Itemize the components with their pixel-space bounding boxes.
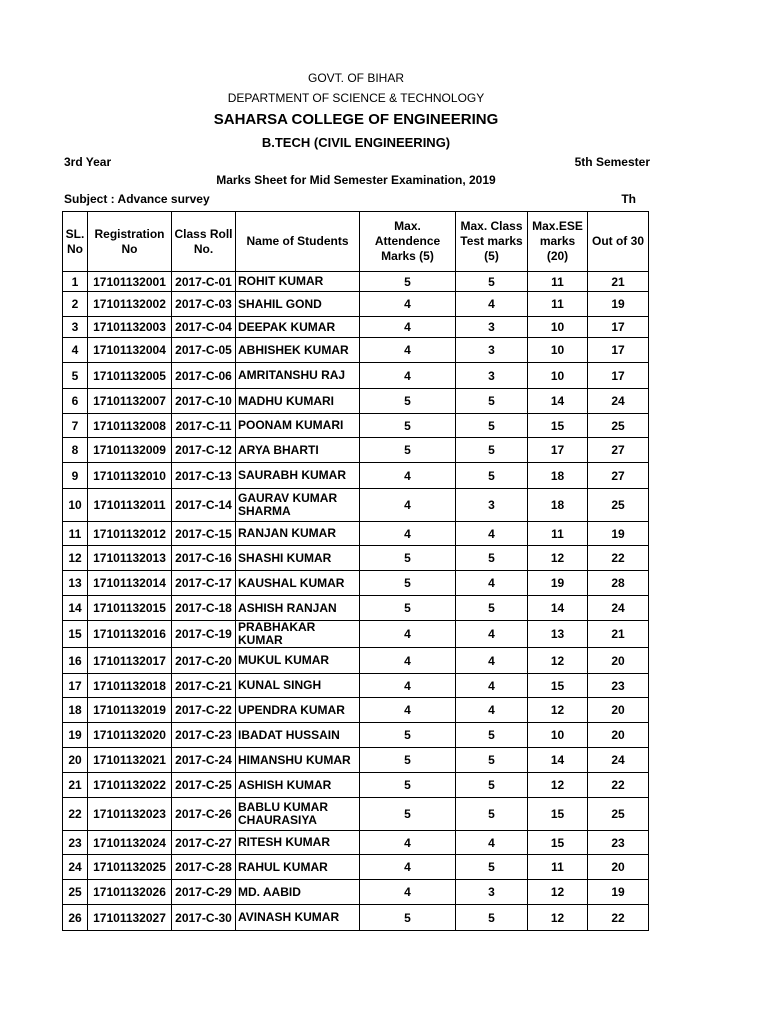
registration-cell: 17101132016 (88, 621, 172, 648)
attendance-cell: 4 (360, 648, 456, 674)
table-row (63, 489, 649, 522)
class-test-cell: 5 (456, 546, 528, 571)
total-cell: 17 (588, 317, 649, 338)
ese-cell: 14 (528, 748, 588, 773)
table-row (63, 522, 649, 546)
class-roll-cell: 2017-C-05 (172, 338, 236, 363)
class-roll-cell: 2017-C-24 (172, 748, 236, 773)
student-name-cell: IBADAT HUSSAIN (236, 723, 360, 748)
total-cell: 20 (588, 698, 649, 723)
table-row (63, 389, 649, 414)
student-name-cell: KUNAL SINGH (236, 674, 360, 698)
ese-cell: 12 (528, 698, 588, 723)
registration-cell: 17101132011 (88, 489, 172, 522)
attendance-cell: 4 (360, 674, 456, 698)
registration-cell: 17101132017 (88, 648, 172, 674)
ese-cell: 12 (528, 880, 588, 905)
class-test-cell: 5 (456, 596, 528, 621)
student-name-cell: AMRITANSHU RAJ (236, 363, 360, 389)
column-header: SL. No (63, 212, 88, 272)
student-name-cell: SHAHIL GOND (236, 292, 360, 317)
registration-cell: 17101132022 (88, 773, 172, 798)
registration-cell: 17101132018 (88, 674, 172, 698)
student-name-cell: ARYA BHARTI (236, 438, 360, 463)
class-test-cell: 5 (456, 272, 528, 292)
sl-no-cell: 21 (63, 773, 88, 798)
student-name-cell: ASHISH RANJAN (236, 596, 360, 621)
student-name-cell: GAURAV KUMAR SHARMA (236, 489, 360, 522)
class-test-cell: 5 (456, 723, 528, 748)
class-roll-cell: 2017-C-18 (172, 596, 236, 621)
semester-label: 5th Semester (574, 155, 650, 169)
total-cell: 20 (588, 648, 649, 674)
class-test-cell: 4 (456, 621, 528, 648)
table-row (63, 798, 649, 831)
table-row (63, 855, 649, 880)
attendance-cell: 4 (360, 317, 456, 338)
table-row (63, 880, 649, 905)
table-row (63, 438, 649, 463)
registration-cell: 17101132005 (88, 363, 172, 389)
sl-no-cell: 5 (63, 363, 88, 389)
sl-no-cell: 23 (63, 831, 88, 855)
total-cell: 24 (588, 389, 649, 414)
sl-no-cell: 24 (63, 855, 88, 880)
attendance-cell: 4 (360, 831, 456, 855)
class-test-cell: 5 (456, 463, 528, 489)
registration-cell: 17101132015 (88, 596, 172, 621)
column-header: Max.ESE marks (20) (528, 212, 588, 272)
registration-cell: 17101132013 (88, 546, 172, 571)
registration-cell: 17101132023 (88, 798, 172, 831)
attendance-cell: 5 (360, 571, 456, 596)
table-row (63, 831, 649, 855)
ese-cell: 18 (528, 489, 588, 522)
class-roll-cell: 2017-C-30 (172, 905, 236, 931)
class-roll-cell: 2017-C-15 (172, 522, 236, 546)
class-test-cell: 3 (456, 489, 528, 522)
exam-title: Marks Sheet for Mid Semester Examination, 2019 (216, 173, 496, 187)
ese-cell: 14 (528, 389, 588, 414)
sl-no-cell: 22 (63, 798, 88, 831)
sl-no-cell: 11 (63, 522, 88, 546)
student-name-cell: RITESH KUMAR (236, 831, 360, 855)
student-name-cell: PRABHAKAR KUMAR (236, 621, 360, 648)
ese-cell: 10 (528, 723, 588, 748)
ese-cell: 12 (528, 773, 588, 798)
column-header: Max. Class Test marks (5) (456, 212, 528, 272)
attendance-cell: 5 (360, 272, 456, 292)
govt-heading: GOVT. OF BIHAR (307, 71, 404, 85)
student-name-cell: UPENDRA KUMAR (236, 698, 360, 723)
student-name-cell: SAURABH KUMAR (236, 463, 360, 489)
registration-cell: 17101132007 (88, 389, 172, 414)
class-roll-cell: 2017-C-20 (172, 648, 236, 674)
registration-cell: 17101132020 (88, 723, 172, 748)
registration-cell: 17101132026 (88, 880, 172, 905)
total-cell: 21 (588, 621, 649, 648)
table-row (63, 363, 649, 389)
column-header: Class Roll No. (172, 212, 236, 272)
class-roll-cell: 2017-C-14 (172, 489, 236, 522)
ese-cell: 15 (528, 674, 588, 698)
class-roll-cell: 2017-C-12 (172, 438, 236, 463)
registration-cell: 17101132002 (88, 292, 172, 317)
attendance-cell: 4 (360, 698, 456, 723)
college-title: SAHARSA COLLEGE OF ENGINEERING (213, 111, 499, 128)
attendance-cell: 5 (360, 414, 456, 438)
ese-cell: 12 (528, 648, 588, 674)
student-name-cell: POONAM KUMARI (236, 414, 360, 438)
total-cell: 25 (588, 798, 649, 831)
sl-no-cell: 18 (63, 698, 88, 723)
registration-cell: 17101132009 (88, 438, 172, 463)
table-row (63, 905, 649, 931)
registration-cell: 17101132021 (88, 748, 172, 773)
attendance-cell: 4 (360, 292, 456, 317)
registration-cell: 17101132025 (88, 855, 172, 880)
table-row (63, 723, 649, 748)
sl-no-cell: 7 (63, 414, 88, 438)
course-title: B.TECH (CIVIL ENGINEERING) (261, 135, 451, 150)
class-roll-cell: 2017-C-22 (172, 698, 236, 723)
sl-no-cell: 14 (63, 596, 88, 621)
ese-cell: 11 (528, 522, 588, 546)
total-cell: 19 (588, 292, 649, 317)
ese-cell: 13 (528, 621, 588, 648)
registration-cell: 17101132001 (88, 272, 172, 292)
total-cell: 17 (588, 338, 649, 363)
registration-cell: 17101132012 (88, 522, 172, 546)
attendance-cell: 5 (360, 546, 456, 571)
student-name-cell: ASHISH KUMAR (236, 773, 360, 798)
registration-cell: 17101132008 (88, 414, 172, 438)
table-row (63, 463, 649, 489)
attendance-cell: 5 (360, 438, 456, 463)
class-roll-cell: 2017-C-03 (172, 292, 236, 317)
class-test-cell: 5 (456, 773, 528, 798)
total-cell: 23 (588, 831, 649, 855)
attendance-cell: 4 (360, 363, 456, 389)
class-roll-cell: 2017-C-06 (172, 363, 236, 389)
table-row (63, 674, 649, 698)
total-cell: 27 (588, 438, 649, 463)
student-name-cell: MADHU KUMARI (236, 389, 360, 414)
theory-label: Th (621, 192, 636, 206)
total-cell: 22 (588, 905, 649, 931)
table-header-row (63, 212, 649, 272)
sl-no-cell: 13 (63, 571, 88, 596)
total-cell: 22 (588, 546, 649, 571)
table-row (63, 338, 649, 363)
ese-cell: 10 (528, 317, 588, 338)
sl-no-cell: 9 (63, 463, 88, 489)
class-test-cell: 4 (456, 698, 528, 723)
table-row (63, 698, 649, 723)
department-heading: DEPARTMENT OF SCIENCE & TECHNOLOGY (227, 91, 485, 105)
class-test-cell: 5 (456, 389, 528, 414)
total-cell: 22 (588, 773, 649, 798)
attendance-cell: 4 (360, 463, 456, 489)
student-name-cell: DEEPAK KUMAR (236, 317, 360, 338)
table-row (63, 621, 649, 648)
class-roll-cell: 2017-C-26 (172, 798, 236, 831)
registration-cell: 17101132019 (88, 698, 172, 723)
table-row (63, 571, 649, 596)
attendance-cell: 4 (360, 522, 456, 546)
sl-no-cell: 2 (63, 292, 88, 317)
ese-cell: 12 (528, 905, 588, 931)
total-cell: 19 (588, 522, 649, 546)
total-cell: 20 (588, 855, 649, 880)
ese-cell: 12 (528, 546, 588, 571)
ese-cell: 11 (528, 855, 588, 880)
class-test-cell: 4 (456, 674, 528, 698)
class-test-cell: 4 (456, 571, 528, 596)
total-cell: 25 (588, 414, 649, 438)
table-row (63, 773, 649, 798)
column-header: Registration No (88, 212, 172, 272)
table-row (63, 648, 649, 674)
marks-table (62, 211, 649, 931)
class-test-cell: 5 (456, 855, 528, 880)
column-header: Name of Students (236, 212, 360, 272)
ese-cell: 18 (528, 463, 588, 489)
ese-cell: 17 (528, 438, 588, 463)
ese-cell: 15 (528, 831, 588, 855)
class-roll-cell: 2017-C-23 (172, 723, 236, 748)
student-name-cell: RAHUL KUMAR (236, 855, 360, 880)
class-test-cell: 5 (456, 905, 528, 931)
student-name-cell: BABLU KUMAR CHAURASIYA (236, 798, 360, 831)
student-name-cell: ABHISHEK KUMAR (236, 338, 360, 363)
total-cell: 21 (588, 272, 649, 292)
ese-cell: 11 (528, 272, 588, 292)
sl-no-cell: 25 (63, 880, 88, 905)
class-test-cell: 3 (456, 363, 528, 389)
sl-no-cell: 12 (63, 546, 88, 571)
class-roll-cell: 2017-C-16 (172, 546, 236, 571)
class-test-cell: 5 (456, 414, 528, 438)
table-row (63, 596, 649, 621)
table-row (63, 292, 649, 317)
total-cell: 27 (588, 463, 649, 489)
class-roll-cell: 2017-C-01 (172, 272, 236, 292)
ese-cell: 15 (528, 798, 588, 831)
class-test-cell: 3 (456, 338, 528, 363)
attendance-cell: 4 (360, 880, 456, 905)
sl-no-cell: 17 (63, 674, 88, 698)
total-cell: 24 (588, 596, 649, 621)
student-name-cell: MD. AABID (236, 880, 360, 905)
sl-no-cell: 10 (63, 489, 88, 522)
attendance-cell: 5 (360, 723, 456, 748)
attendance-cell: 5 (360, 905, 456, 931)
student-name-cell: AVINASH KUMAR (236, 905, 360, 931)
class-test-cell: 5 (456, 748, 528, 773)
class-roll-cell: 2017-C-29 (172, 880, 236, 905)
sl-no-cell: 15 (63, 621, 88, 648)
table-row (63, 546, 649, 571)
ese-cell: 14 (528, 596, 588, 621)
attendance-cell: 5 (360, 596, 456, 621)
class-roll-cell: 2017-C-11 (172, 414, 236, 438)
ese-cell: 19 (528, 571, 588, 596)
student-name-cell: KAUSHAL KUMAR (236, 571, 360, 596)
registration-cell: 17101132003 (88, 317, 172, 338)
column-header: Out of 30 (588, 212, 649, 272)
class-test-cell: 4 (456, 648, 528, 674)
class-roll-cell: 2017-C-17 (172, 571, 236, 596)
total-cell: 25 (588, 489, 649, 522)
column-header: Max. Attendence Marks (5) (360, 212, 456, 272)
student-name-cell: ROHIT KUMAR (236, 272, 360, 292)
registration-cell: 17101132024 (88, 831, 172, 855)
attendance-cell: 5 (360, 798, 456, 831)
class-roll-cell: 2017-C-25 (172, 773, 236, 798)
sl-no-cell: 19 (63, 723, 88, 748)
class-roll-cell: 2017-C-27 (172, 831, 236, 855)
class-roll-cell: 2017-C-19 (172, 621, 236, 648)
class-test-cell: 3 (456, 317, 528, 338)
ese-cell: 11 (528, 292, 588, 317)
attendance-cell: 4 (360, 338, 456, 363)
ese-cell: 10 (528, 363, 588, 389)
class-test-cell: 4 (456, 831, 528, 855)
table-body (63, 272, 649, 931)
total-cell: 19 (588, 880, 649, 905)
attendance-cell: 4 (360, 855, 456, 880)
year-label: 3rd Year (64, 155, 112, 169)
sl-no-cell: 3 (63, 317, 88, 338)
attendance-cell: 5 (360, 773, 456, 798)
table-row (63, 272, 649, 292)
sl-no-cell: 4 (63, 338, 88, 363)
sl-no-cell: 1 (63, 272, 88, 292)
student-name-cell: HIMANSHU KUMAR (236, 748, 360, 773)
sl-no-cell: 6 (63, 389, 88, 414)
class-roll-cell: 2017-C-10 (172, 389, 236, 414)
class-roll-cell: 2017-C-21 (172, 674, 236, 698)
class-test-cell: 4 (456, 522, 528, 546)
registration-cell: 17101132004 (88, 338, 172, 363)
student-name-cell: MUKUL KUMAR (236, 648, 360, 674)
attendance-cell: 5 (360, 748, 456, 773)
sl-no-cell: 16 (63, 648, 88, 674)
ese-cell: 10 (528, 338, 588, 363)
registration-cell: 17101132010 (88, 463, 172, 489)
attendance-cell: 5 (360, 389, 456, 414)
class-roll-cell: 2017-C-28 (172, 855, 236, 880)
attendance-cell: 4 (360, 621, 456, 648)
class-test-cell: 3 (456, 880, 528, 905)
class-roll-cell: 2017-C-13 (172, 463, 236, 489)
ese-cell: 15 (528, 414, 588, 438)
sl-no-cell: 26 (63, 905, 88, 931)
student-name-cell: SHASHI KUMAR (236, 546, 360, 571)
registration-cell: 17101132014 (88, 571, 172, 596)
table-row (63, 414, 649, 438)
class-test-cell: 5 (456, 438, 528, 463)
subject-label: Subject : Advance survey (64, 192, 210, 206)
table-row (63, 317, 649, 338)
total-cell: 20 (588, 723, 649, 748)
class-test-cell: 5 (456, 798, 528, 831)
table-row (63, 748, 649, 773)
total-cell: 24 (588, 748, 649, 773)
registration-cell: 17101132027 (88, 905, 172, 931)
total-cell: 17 (588, 363, 649, 389)
class-roll-cell: 2017-C-04 (172, 317, 236, 338)
total-cell: 28 (588, 571, 649, 596)
class-test-cell: 4 (456, 292, 528, 317)
attendance-cell: 4 (360, 489, 456, 522)
sl-no-cell: 8 (63, 438, 88, 463)
student-name-cell: RANJAN KUMAR (236, 522, 360, 546)
total-cell: 23 (588, 674, 649, 698)
sl-no-cell: 20 (63, 748, 88, 773)
